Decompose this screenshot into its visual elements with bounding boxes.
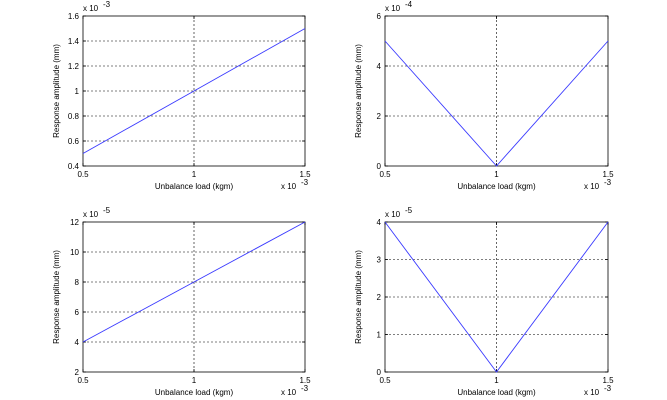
- x-axis-multiplier: x 10: [584, 182, 600, 191]
- y-tick-label: 3: [376, 255, 381, 265]
- x-tick-label: 0.5: [77, 376, 89, 385]
- y-tick-label: 0: [376, 162, 381, 171]
- x-axis-exponent: -3: [301, 178, 309, 187]
- y-axis-label: Response amplitude (mm): [52, 250, 61, 344]
- x-axis-multiplier: x 10: [584, 388, 600, 397]
- y-axis-exponent: -3: [103, 0, 111, 9]
- y-tick-label: 4: [74, 338, 79, 347]
- y-tick-label: 1.2: [67, 62, 79, 71]
- x-tick-label: 1: [494, 376, 499, 385]
- y-axis-multiplier: x 10: [83, 4, 99, 13]
- y-tick-label: 0.6: [67, 137, 79, 146]
- y-tick-label: 0: [376, 368, 381, 377]
- y-tick-label: 1.4: [67, 37, 79, 46]
- y-axis-label: Response amplitude (mm): [52, 44, 61, 138]
- x-tick-label: 1.5: [299, 376, 311, 385]
- y-axis-label: Response amplitude (mm): [354, 250, 363, 344]
- x-tick-label: 0.5: [77, 170, 89, 179]
- y-axis-label: Response amplitude (mm): [354, 44, 363, 138]
- y-tick-label: 12: [70, 218, 79, 227]
- y-axis-exponent: -4: [405, 0, 413, 9]
- y-tick-label: 2: [376, 112, 381, 121]
- x-axis-label: Unbalance load (kgm): [457, 388, 536, 397]
- x-axis-multiplier: x 10: [281, 388, 297, 397]
- x-tick-label: 1.5: [602, 170, 614, 179]
- x-tick-label: 0.5: [379, 376, 391, 385]
- x-axis-multiplier: x 10: [281, 182, 297, 191]
- y-tick-label: 8: [74, 278, 79, 287]
- x-tick-label: 1.5: [602, 376, 614, 385]
- x-axis-label: Unbalance load (kgm): [457, 182, 536, 191]
- y-tick-label: 1: [376, 330, 381, 340]
- subplot-2: [354, 0, 614, 191]
- y-tick-label: 0.4: [67, 162, 79, 171]
- y-axis-multiplier: x 10: [83, 210, 99, 219]
- x-tick-label: 0.5: [379, 170, 391, 179]
- x-tick-label: 1: [191, 170, 197, 179]
- y-axis-exponent: -5: [103, 206, 111, 215]
- y-tick-label: 2: [74, 368, 79, 377]
- y-tick-label: 6: [74, 308, 79, 317]
- x-axis-label: Unbalance load (kgm): [154, 182, 234, 191]
- subplot-3: [52, 206, 311, 397]
- y-tick-label: 2: [376, 293, 381, 302]
- x-axis-exponent: -3: [301, 384, 309, 393]
- x-tick-label: 1.5: [299, 170, 311, 179]
- y-tick-label: 10: [70, 248, 79, 257]
- y-axis-multiplier: x 10: [385, 210, 401, 219]
- y-tick-label: 1.6: [67, 12, 79, 21]
- x-tick-label: 1: [191, 376, 197, 385]
- y-tick-label: 4: [376, 218, 381, 227]
- x-axis-exponent: -3: [604, 178, 612, 187]
- y-tick-label: 4: [376, 62, 381, 71]
- subplot-1: [52, 0, 311, 191]
- x-axis-exponent: -3: [604, 384, 612, 393]
- y-tick-label: 6: [376, 12, 381, 21]
- x-tick-label: 1: [494, 170, 499, 179]
- plot-area: [385, 16, 608, 166]
- x-axis-label: Unbalance load (kgm): [154, 388, 234, 397]
- y-tick-label: 0.8: [67, 112, 79, 121]
- y-tick-label: 1: [74, 87, 79, 96]
- subplot-4: [354, 206, 614, 397]
- y-axis-exponent: -5: [405, 206, 413, 215]
- y-axis-multiplier: x 10: [385, 4, 401, 13]
- plot-area: [83, 222, 305, 372]
